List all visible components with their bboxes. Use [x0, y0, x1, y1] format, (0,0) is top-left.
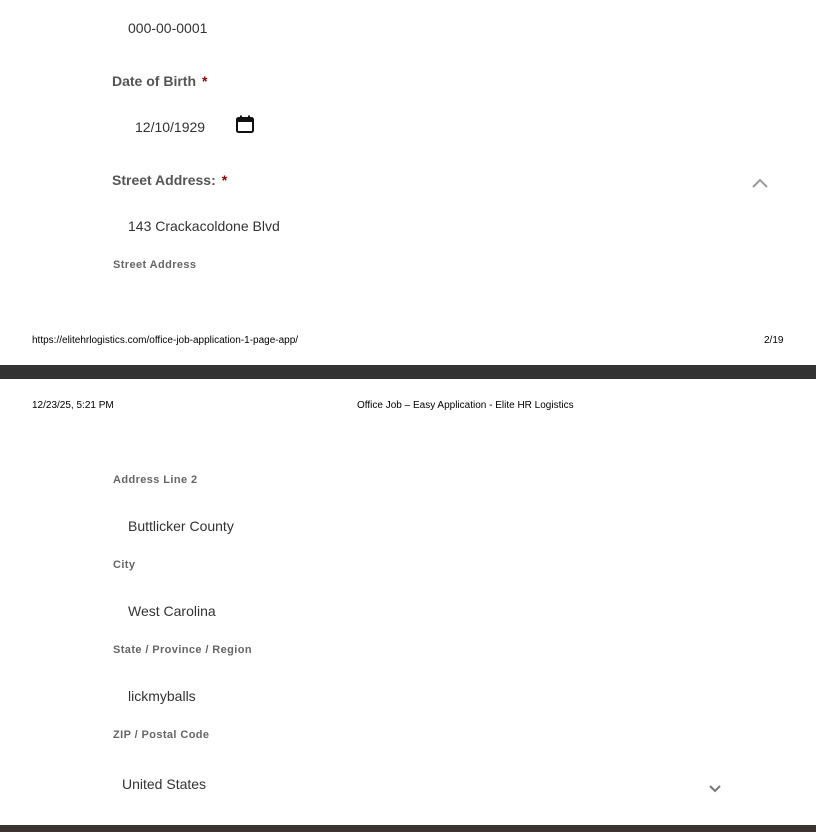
required-marker: *: [202, 73, 208, 89]
print-header-datetime: 12/23/25, 5:21 PM: [32, 400, 114, 411]
address-line-2-input[interactable]: Buttlicker County: [128, 518, 234, 534]
dob-label: [112, 73, 207, 89]
chevron-up-icon[interactable]: [751, 176, 769, 194]
street-address-label: [112, 172, 227, 188]
print-footer-page: 2/19: [764, 335, 784, 346]
state-input[interactable]: lickmyballs: [128, 688, 196, 704]
calendar-icon[interactable]: [236, 115, 254, 138]
address-line-2-label: Address Line 2: [113, 474, 198, 486]
street-address-input[interactable]: 143 Crackacoldone Blvd: [128, 218, 280, 234]
street-address-label-text: Street Address:: [112, 172, 216, 188]
page-break-band: [0, 365, 816, 379]
state-label: State / Province / Region: [113, 644, 252, 656]
city-input[interactable]: West Carolina: [128, 603, 216, 619]
required-marker: *: [221, 172, 228, 188]
ssn-value[interactable]: 000-00-0001: [128, 20, 208, 36]
city-label: City: [113, 559, 136, 571]
dob-input[interactable]: 12/10/1929: [135, 119, 206, 135]
print-header-title: Office Job – Easy Application - Elite HR Logistics: [357, 400, 574, 411]
page-break-band-bottom: [0, 825, 816, 832]
country-select[interactable]: United States: [122, 776, 207, 792]
street-address-sublabel: Street Address: [113, 259, 197, 271]
print-footer-url: https://elitehrlogistics.com/office-job-application-1-page-app/: [32, 335, 299, 346]
zip-label: ZIP / Postal Code: [113, 729, 210, 741]
dob-label-text: Date of Birth: [112, 73, 196, 89]
chevron-down-icon[interactable]: [709, 780, 721, 798]
